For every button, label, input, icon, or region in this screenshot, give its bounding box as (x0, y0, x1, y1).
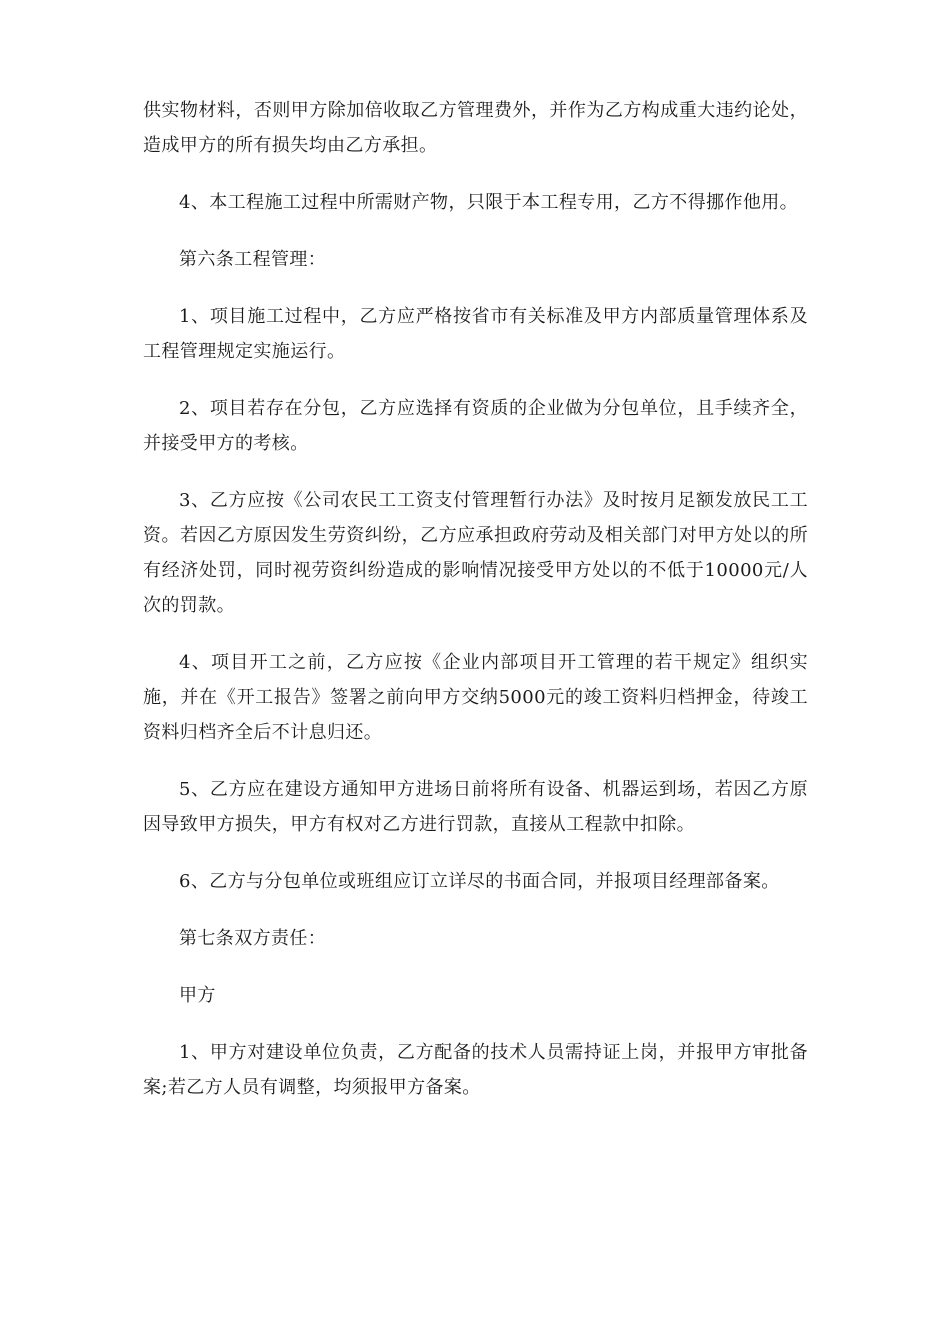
paragraph-item-4-materials: 4、本工程施工过程中所需财产物，只限于本工程专用，乙方不得挪作他用。 (179, 192, 799, 213)
party-a-heading: 甲方 (179, 985, 216, 1006)
paragraph-item-4-commencement: 4、项目开工之前，乙方应按《企业内部项目开工管理的若干规定》组织实施，并在《开工报告》签署之前向甲方交纳5000元的竣工资料归档押金，待竣工资料归档齐全后不计息归还。 (143, 652, 808, 743)
section-heading-article-7: 第七条双方责任： (179, 928, 327, 949)
paragraph-party-a-item-1: 1、甲方对建设单位负责，乙方配备的技术人员需持证上岗，并报甲方审批备案;若乙方人员有调整，均须报甲方备案。 (143, 1042, 808, 1098)
section-heading-article-6: 第六条工程管理： (179, 249, 327, 270)
paragraph-continuation: 供实物材料，否则甲方除加倍收取乙方管理费外，并作为乙方构成重大违约论处，造成甲方的所有损失均由乙方承担。 (143, 100, 808, 156)
paragraph-item-2-subcontract: 2、项目若存在分包，乙方应选择有资质的企业做为分包单位，且手续齐全，并接受甲方的考核。 (143, 398, 808, 454)
paragraph-item-5-equipment: 5、乙方应在建设方通知甲方进场日前将所有设备、机器运到场，若因乙方原因导致甲方损失，甲方有权对乙方进行罚款，直接从工程款中扣除。 (143, 779, 808, 835)
paragraph-item-1-construction: 1、项目施工过程中，乙方应严格按省市有关标准及甲方内部质量管理体系及工程管理规定实施运行。 (143, 306, 808, 362)
paragraph-item-3-wages: 3、乙方应按《公司农民工工资支付管理暂行办法》及时按月足额发放民工工资。若因乙方原因发生劳资纠纷，乙方应承担政府劳动及相关部门对甲方处以的所有经济处罚，同时视劳资纠纷造成的影响情况接受甲方处以的不低于10000元/人次的罚款。 (143, 490, 808, 616)
document-body (143, 93, 808, 1127)
paragraph-item-6-contracts: 6、乙方与分包单位或班组应订立详尽的书面合同，并报项目经理部备案。 (179, 871, 780, 892)
